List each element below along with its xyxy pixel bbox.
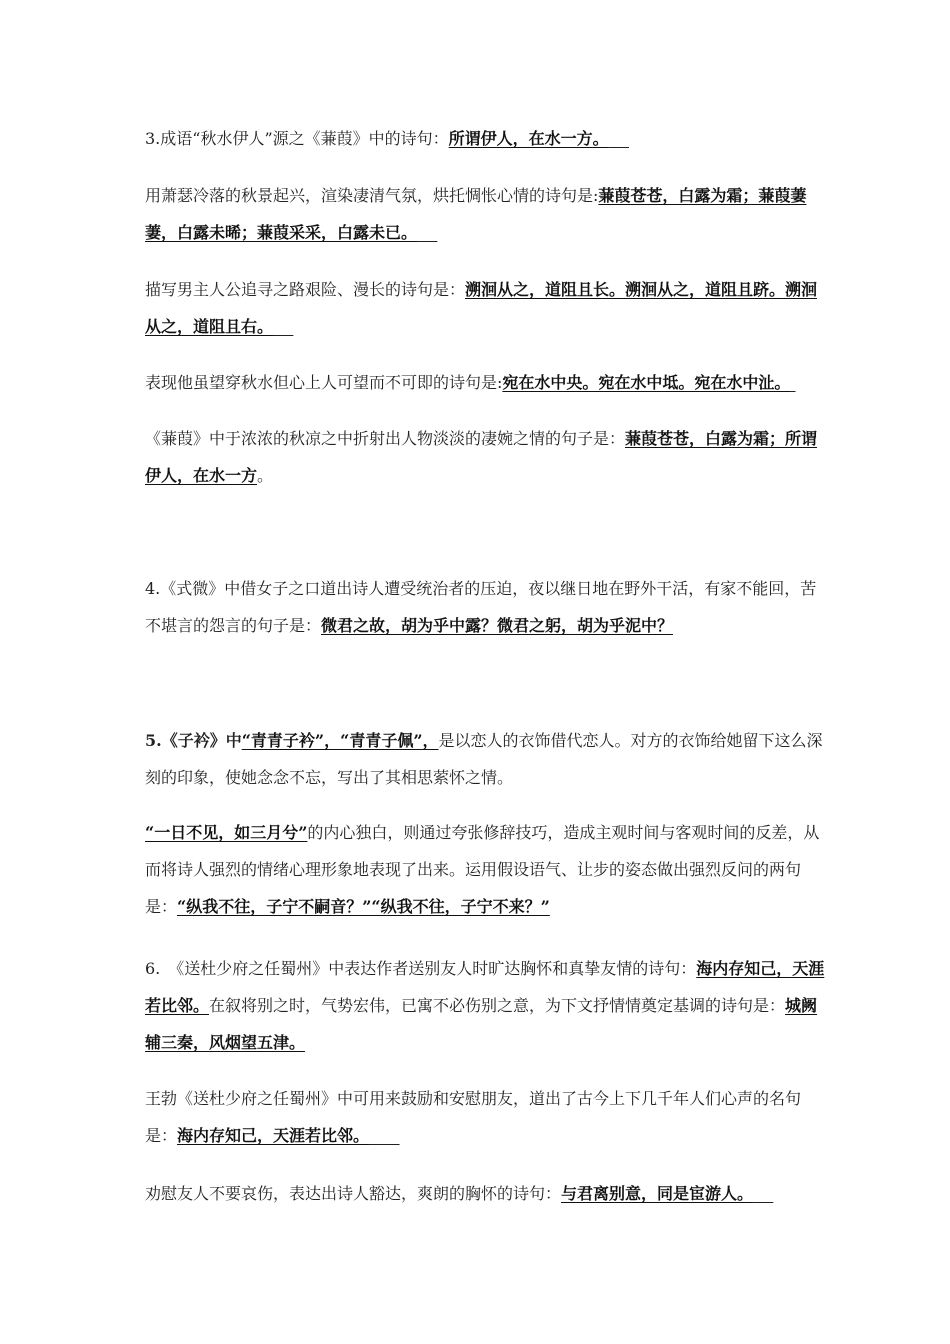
q6-paragraph-2 (145, 1080, 825, 1154)
q5-paragraph-2 (145, 814, 825, 925)
q3-line4 (145, 364, 825, 401)
q5-number: 5.《子衿》中 (145, 731, 242, 750)
q4-prefix: 4.《式微》中借女子之口道出诗人遭受统治者的压迫，夜以继日地在野外干活，有家不能回，苦不堪言的怨言的句子是： (145, 579, 817, 635)
q6-prefix: 6. 《送杜少府之任蜀州》中表达作者送别友人时旷达胸怀和真挚友情的诗句： (145, 959, 697, 978)
q4-paragraph (145, 570, 825, 644)
q3-line2-answer: 蒹葭苍苍，白露为霜；蒹葭萋萋，白露未晞；蒹葭采采，白露未已。 (145, 186, 807, 242)
q3-line5 (145, 420, 825, 494)
q5-text-1: 是以恋人的衣饰借代恋人。对方的衣饰给她留下这么深刻的印象，使她念念不忘，写出了其相思萦怀之情。 (145, 731, 823, 787)
q6-line3-prefix: 劝慰友人不要哀伤，表达出诗人豁达，爽朗的胸怀的诗句： (145, 1184, 562, 1203)
q6-answer-1: 海内存知己，天涯若比邻。 (145, 959, 825, 1015)
q6-line2-answer: 海内存知己，天涯若比邻。 (177, 1126, 370, 1145)
q5-answer-3: “纵我不往，子宁不嗣音？”“纵我不往，子宁不来？” (177, 897, 550, 916)
q3-line2 (145, 177, 825, 251)
q3-line3 (145, 271, 825, 345)
q3-line3-answer: 溯洄从之，道阻且长。溯洄从之，道阻且跻。溯洄从之，道阻且右。 (145, 280, 818, 336)
q3-line3-prefix: 描写男主人公追寻之路艰险、漫长的诗句是： (145, 280, 466, 299)
q3-line2-prefix: 用萧瑟冷落的秋景起兴，渲染凄清气氛，烘托惆怅心情的诗句是: (145, 186, 599, 205)
q3-line1-answer: 所谓伊人，在水一方。 (448, 129, 609, 148)
q3-line1-prefix: 3.成语“秋水伊人”源之《蒹葭》中的诗句： (145, 129, 449, 148)
q6-text-1: 在叙将别之时，气势宏伟，已寓不必伤别之意，为下文抒情情奠定基调的诗句是： (209, 996, 786, 1015)
q3-line1 (145, 120, 825, 157)
q6-line3-answer: 与君离别意，同是宦游人。 (561, 1184, 754, 1203)
q5-answer-2: “一日不见，如三月兮” (145, 823, 308, 842)
q6-line2-prefix: 王勃《送杜少府之任蜀州》中可用来鼓励和安慰朋友，道出了古今上下几千年人们心声的名句是： (145, 1089, 802, 1145)
q3-line4-prefix: 表现他虽望穿秋水但心上人可望而不可即的诗句是: (145, 373, 503, 392)
q4-answer: 微君之故，胡为乎中露？微君之躬，胡为乎泥中？ (321, 616, 674, 635)
q5-paragraph-1 (145, 722, 825, 796)
q3-line5-suffix: 。 (257, 466, 274, 485)
q3-line5-answer: 蒹葭苍苍，白露为霜；所谓伊人，在水一方 (145, 429, 818, 485)
q3-line5-prefix: 《蒹葭》中于浓浓的秋凉之中折射出人物淡淡的凄婉之情的句子是： (145, 429, 626, 448)
q3-line4-answer: 宛在水中央。宛在水中坻。宛在水中沚。 (502, 373, 791, 392)
q6-paragraph-3 (145, 1175, 825, 1212)
q6-paragraph-1 (145, 950, 825, 1061)
q6-answer-2: 城阙辅三秦，风烟望五津。 (145, 996, 818, 1052)
q5-text-2: 的内心独白，则通过夸张修辞技巧，造成主观时间与客观时间的反差，从而将诗人强烈的情绪心理形象地表现了出来。运用假设语气、让步的姿态做出强烈反问的两句是： (145, 823, 820, 916)
q5-answer-1: “青青子衿”，“青青子佩”， (241, 731, 439, 750)
